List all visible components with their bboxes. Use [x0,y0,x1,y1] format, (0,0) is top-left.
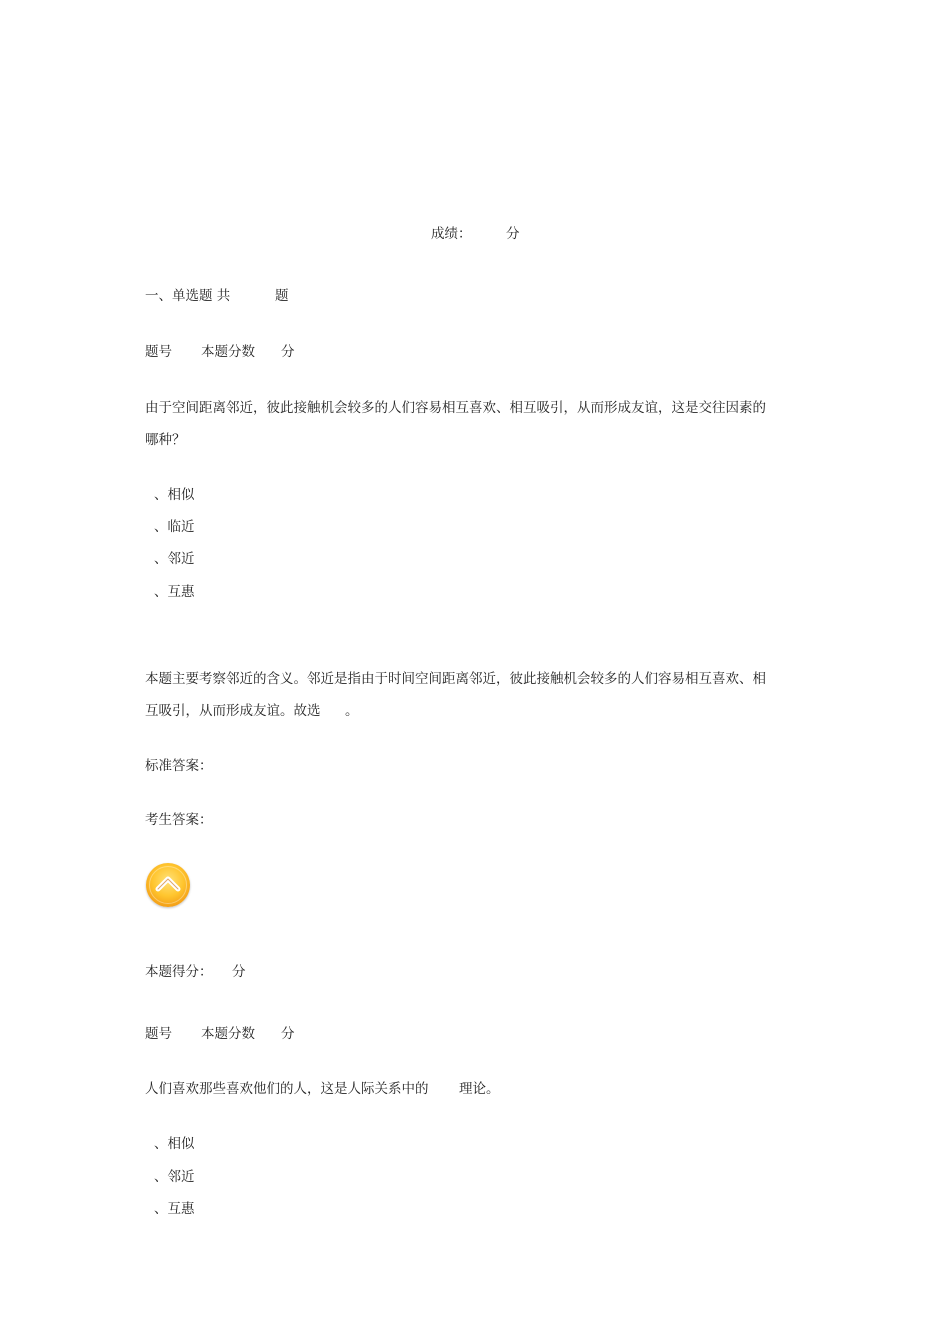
chevron-up-icon[interactable] [146,863,190,907]
q1-option: 、相似 [154,487,195,503]
q1-score-label: 本题分数 [201,344,255,360]
q1-earned-score-label: 本题得分： [145,964,213,980]
q2-stem: 人们喜欢那些喜欢他们的人，这是人际关系中的 [145,1081,429,1097]
section-title-suffix: 题 [275,288,289,304]
q1-earned-score-unit: 分 [232,964,246,980]
q2-option: 、互惠 [154,1201,195,1217]
q2-option: 、相似 [154,1136,195,1152]
q1-option: 、邻近 [154,551,195,567]
student-answer-label: 考生答案： [145,812,213,828]
q1-score-unit: 分 [281,344,295,360]
q1-analysis-line-2-end: 。 [345,703,359,719]
section-title-prefix: 一、单选题 共 [145,288,231,304]
q1-stem-line-2: 哪种？ [145,432,186,448]
q2-score-unit: 分 [281,1026,295,1042]
q2-number-label: 题号 [145,1026,172,1042]
standard-answer-label: 标准答案： [145,758,213,774]
q2-option: 、邻近 [154,1169,195,1185]
q1-option: 、临近 [154,519,195,535]
q2-score-label: 本题分数 [201,1026,255,1042]
q1-stem-line-1: 由于空间距离邻近，彼此接触机会较多的人们容易相互喜欢、相互吸引，从而形成友谊，这是交往因素的 [145,400,766,416]
q1-analysis-line-2: 互吸引，从而形成友谊。故选 [145,703,321,719]
score-label: 成绩： [431,226,472,242]
q1-analysis-line-1: 本题主要考察邻近的含义。邻近是指由于时间空间距离邻近，彼此接触机会较多的人们容易相互喜欢、相 [145,671,766,687]
score-unit: 分 [506,226,520,242]
q1-option: 、互惠 [154,584,195,600]
q1-number-label: 题号 [145,344,172,360]
q2-stem-end: 理论。 [459,1081,500,1097]
